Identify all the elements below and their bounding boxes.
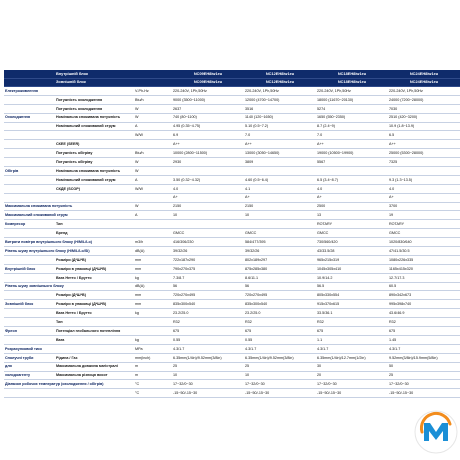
table-row xyxy=(4,87,460,96)
cell-unit xyxy=(134,220,172,229)
header-group xyxy=(4,78,54,87)
cell-model-09: 2930 xyxy=(172,158,244,167)
cell-model-09: 722x187x290 xyxy=(172,255,244,264)
cell-model-24: ROTARY xyxy=(388,220,460,229)
cell-model-12: 17~32/0~30 xyxy=(244,380,316,389)
cell-group xyxy=(4,255,54,264)
cell-unit: mm xyxy=(134,291,172,300)
table-row xyxy=(4,273,460,282)
cell-model-24: 1020/830/640 xyxy=(388,238,460,247)
cell-unit: Btu/h xyxy=(134,95,172,104)
cell-model-24: A+ xyxy=(388,193,460,202)
cell-model-09: R32 xyxy=(172,318,244,327)
header-model-09: NC09EH8lw1eu xyxy=(172,70,244,78)
cell-group xyxy=(4,131,54,140)
cell-model-24: 4.0 xyxy=(388,184,460,193)
cell-model-18: 33.5/36.1 xyxy=(316,309,388,318)
header-row xyxy=(4,70,460,78)
cell-model-12: 0.55 xyxy=(244,335,316,344)
table-row xyxy=(4,300,460,309)
cell-group: холодоагенту xyxy=(4,371,54,380)
cell-model-12: 3516 xyxy=(244,104,316,113)
cell-model-24: 2510 (420~3200) xyxy=(388,113,460,122)
cell-model-09: 17~32/0~30 xyxy=(172,380,244,389)
cell-unit: kg xyxy=(134,309,172,318)
cell-parameter: СКЕЕ (SEER) xyxy=(54,140,134,149)
cell-unit xyxy=(134,229,172,238)
table-row xyxy=(4,282,460,291)
cell-parameter: Розміри (Д*Ш*В) xyxy=(54,291,134,300)
cell-unit: A xyxy=(134,175,172,184)
cell-model-18: 8.7 (2.4~9) xyxy=(316,122,388,131)
table-row xyxy=(4,309,460,318)
cell-model-18: 43/33.5/28 xyxy=(316,247,388,256)
cell-group: Внутрішній блок xyxy=(4,264,54,273)
cell-model-24: 7325 xyxy=(388,158,460,167)
cell-model-24: 10.9 (1.8~13.9) xyxy=(388,122,460,131)
cell-model-18: 13 xyxy=(316,211,388,220)
table-row xyxy=(4,327,460,336)
cell-unit: dB(A) xyxy=(134,282,172,291)
cell-model-18: 1045x305x410 xyxy=(316,264,388,273)
cell-model-09: 790x270x375 xyxy=(172,264,244,273)
cell-model-18: -15~50/-15~30 xyxy=(316,389,388,398)
cell-parameter xyxy=(54,344,134,353)
cell-model-24: A++ xyxy=(388,140,460,149)
cell-model-18: 915x370x615 xyxy=(316,300,388,309)
header-model-12: NC12EH8lw1eu xyxy=(244,78,316,87)
cell-group xyxy=(4,184,54,193)
cell-unit: MPa xyxy=(134,344,172,353)
cell-model-24: 17~32/0~30 xyxy=(388,380,460,389)
table-row xyxy=(4,167,460,176)
header-model-18: NC18EH8lw1eu xyxy=(316,70,388,78)
cell-model-24: 1.45 xyxy=(388,335,460,344)
cell-model-18: 4.3/1.7 xyxy=(316,344,388,353)
cell-model-24: 25000 (5300~28000) xyxy=(388,149,460,158)
cell-model-24: 9.52mm(3/8in)/15.9mm(5/8in) xyxy=(388,353,460,362)
cell-model-12: 56 xyxy=(244,282,316,291)
table-row xyxy=(4,353,460,362)
cell-model-09: 10000 (2800~11500) xyxy=(172,149,244,158)
cell-model-24: 50 xyxy=(388,362,460,371)
cell-model-12: A+ xyxy=(244,193,316,202)
cell-parameter: Потужність охолодження xyxy=(54,104,134,113)
cell-unit: W/W xyxy=(134,131,172,140)
cell-model-12: 3809 xyxy=(244,158,316,167)
cell-model-18: 7.0 xyxy=(316,131,388,140)
cell-model-09: 740 (80~1100) xyxy=(172,113,244,122)
cell-model-09: 416/306/230 xyxy=(172,238,244,247)
table-row xyxy=(4,380,460,389)
cell-parameter: Потужність охолодження xyxy=(54,95,134,104)
cell-group: Витрати повітря внутрішнього блоку (H/M/L/Lo) xyxy=(4,238,54,247)
cell-model-09: 39/32/26 xyxy=(172,247,244,256)
cell-model-18: 675 xyxy=(316,327,388,336)
header-group xyxy=(4,70,54,78)
cell-group xyxy=(4,149,54,158)
cell-unit: V-Ph-Hz xyxy=(134,87,172,96)
cell-model-18: 20 xyxy=(316,371,388,380)
cell-model-12: 10 xyxy=(244,211,316,220)
cell-model-18: 4.0 xyxy=(316,184,388,193)
cell-model-18 xyxy=(316,167,388,176)
cell-model-18: 5274 xyxy=(316,104,388,113)
cell-model-12: 584/477/395 xyxy=(244,238,316,247)
cell-model-12: 4.60 (0.5~6.4) xyxy=(244,175,316,184)
cell-model-12: 220-240V, 1Ph,50Hz xyxy=(244,87,316,96)
cell-parameter xyxy=(54,87,134,96)
cell-model-24: 1080x226x335 xyxy=(388,255,460,264)
spec-sheet xyxy=(4,70,460,398)
cell-group: Рівень шуму зовнішнього блоку xyxy=(4,282,54,291)
table-row xyxy=(4,131,460,140)
cell-model-18: 10.9/14.2 xyxy=(316,273,388,282)
cell-model-09: 6.35mm(1/4in)/9.52mm(3/8in) xyxy=(172,353,244,362)
cell-parameter: Вага Нетто / Брутто xyxy=(54,273,134,282)
cell-model-09: 220-240V, 1Ph,50Hz xyxy=(172,87,244,96)
cell-group: Розрахунковий тиск xyxy=(4,344,54,353)
cell-model-24: 7030 xyxy=(388,104,460,113)
table-row xyxy=(4,255,460,264)
cell-group xyxy=(4,291,54,300)
cell-parameter: Потужність обігріву xyxy=(54,158,134,167)
cell-unit: kg xyxy=(134,273,172,282)
header-row xyxy=(4,78,460,87)
cell-model-24: 24000 (7200~28000) xyxy=(388,95,460,104)
cell-model-24: 995x398x740 xyxy=(388,300,460,309)
cell-group: Максимальна споживана потужність xyxy=(4,202,54,211)
cell-model-12: 835x300x540 xyxy=(244,300,316,309)
header-model-12: NC12EH8lw1eu xyxy=(244,70,316,78)
cell-model-24: 19 xyxy=(388,211,460,220)
cell-model-24: 47/41.5/30.5 xyxy=(388,247,460,256)
table-row xyxy=(4,104,460,113)
cell-group xyxy=(4,122,54,131)
cell-model-18: A++ xyxy=(316,140,388,149)
cell-group xyxy=(4,229,54,238)
cell-model-09: 2150 xyxy=(172,202,244,211)
cell-model-12: 10 xyxy=(244,371,316,380)
cell-model-24: 675 xyxy=(388,327,460,336)
cell-group: Рівень шуму внутрішнього блоку (H/M/L/Lo/Si) xyxy=(4,247,54,256)
cell-group xyxy=(4,335,54,344)
cell-model-09: 4.95 (0.35~4.75) xyxy=(172,122,244,131)
cell-unit: W xyxy=(134,202,172,211)
cell-model-12: R32 xyxy=(244,318,316,327)
cell-parameter: Вага Нетто / Брутто xyxy=(54,309,134,318)
cell-model-24: 4.3/1.7 xyxy=(388,344,460,353)
cell-model-12: -15~50/-15~30 xyxy=(244,389,316,398)
cell-model-18: 19000 (10500~19900) xyxy=(316,149,388,158)
cell-model-24: 1165x415x320 xyxy=(388,264,460,273)
cell-model-12: 6.35mm(1/4in)/9.52mm(3/8in) xyxy=(244,353,316,362)
table-row xyxy=(4,158,460,167)
cell-model-18: 965x215x319 xyxy=(316,255,388,264)
cell-model-18: 1650 (550~2350) xyxy=(316,113,388,122)
cell-model-18: GMCC xyxy=(316,229,388,238)
cell-parameter: Номінальний споживаний струм xyxy=(54,175,134,184)
cell-model-24: 220-240V, 1Ph,50Hz xyxy=(388,87,460,96)
cell-unit: mm xyxy=(134,255,172,264)
table-row xyxy=(4,389,460,398)
header-model-18: NC18EH8lw1eu xyxy=(316,78,388,87)
table-row xyxy=(4,175,460,184)
header-unit xyxy=(134,78,172,87)
cell-parameter: Тип xyxy=(54,318,134,327)
cell-group xyxy=(4,158,54,167)
table-row xyxy=(4,229,460,238)
cell-parameter: Номінальний споживаний струм xyxy=(54,122,134,131)
header-model-24: NC24EH8lw1eu xyxy=(388,78,460,87)
cell-model-12: 12000 (4700~14700) xyxy=(244,95,316,104)
cell-model-18: 5567 xyxy=(316,158,388,167)
table-row xyxy=(4,371,460,380)
header-model-24: NC24EH8lw1eu xyxy=(388,70,460,78)
table-row xyxy=(4,95,460,104)
cell-group: Максимальний споживаний струм xyxy=(4,211,54,220)
table-row xyxy=(4,211,460,220)
cell-unit: A xyxy=(134,211,172,220)
table-row xyxy=(4,335,460,344)
cell-model-12: 7.0 xyxy=(244,131,316,140)
cell-group xyxy=(4,140,54,149)
cell-unit xyxy=(134,318,172,327)
cell-unit: °C xyxy=(134,389,172,398)
cell-unit: W xyxy=(134,158,172,167)
table-row xyxy=(4,220,460,229)
cell-model-12: 675 xyxy=(244,327,316,336)
cell-model-09: A+ xyxy=(172,193,244,202)
cell-parameter: Розміри в упаковці (Д*Ш*В) xyxy=(54,264,134,273)
cell-model-09: -15~50/-15~30 xyxy=(172,389,244,398)
cell-model-18: A+ xyxy=(316,193,388,202)
cell-model-09: 10 xyxy=(172,211,244,220)
cell-parameter xyxy=(54,282,134,291)
table-row xyxy=(4,149,460,158)
cell-model-12: 5.10 (0.5~7.2) xyxy=(244,122,316,131)
cell-parameter: Потенціал глобального потепління xyxy=(54,327,134,336)
cell-model-24: 25 xyxy=(388,371,460,380)
cell-group xyxy=(4,389,54,398)
cell-group xyxy=(4,193,54,202)
cell-model-24: R32 xyxy=(388,318,460,327)
table-row xyxy=(4,184,460,193)
cell-group: Компресор xyxy=(4,220,54,229)
cell-parameter: Розміри (Д*Ш*В) xyxy=(54,255,134,264)
cell-unit xyxy=(134,140,172,149)
table-row xyxy=(4,113,460,122)
cell-model-09: 3.50 (0.32~4.32) xyxy=(172,175,244,184)
cell-model-09: A++ xyxy=(172,140,244,149)
cell-model-09: 4.3/1.7 xyxy=(172,344,244,353)
cell-group: Охолодження xyxy=(4,113,54,122)
cell-model-12: 25 xyxy=(244,362,316,371)
table-row xyxy=(4,264,460,273)
cell-parameter: Розміри в упаковці (Д*Ш*В) xyxy=(54,300,134,309)
table-row xyxy=(4,193,460,202)
cell-group xyxy=(4,175,54,184)
cell-model-09: 9000 (3500~11000) xyxy=(172,95,244,104)
table-row xyxy=(4,247,460,256)
cell-model-12: 2150 xyxy=(244,202,316,211)
cell-parameter: СКДЕ (SCOP) xyxy=(54,184,134,193)
cell-model-18: 17~32/0~30 xyxy=(316,380,388,389)
cell-model-24: 12.7/17.3 xyxy=(388,273,460,282)
cell-model-12: 4.1 xyxy=(244,184,316,193)
cell-parameter: Вага xyxy=(54,335,134,344)
cell-group xyxy=(4,309,54,318)
table-row xyxy=(4,122,460,131)
cell-unit: Btu/h xyxy=(134,149,172,158)
cell-model-18: 30 xyxy=(316,362,388,371)
cell-group: Сполучні труби xyxy=(4,353,54,362)
spec-table xyxy=(4,70,460,398)
cell-model-24: 3700 xyxy=(388,202,460,211)
table-row xyxy=(4,291,460,300)
header-model-09: NC09EH8lw1eu xyxy=(172,78,244,87)
cell-parameter xyxy=(54,131,134,140)
cell-unit: A xyxy=(134,122,172,131)
cell-group xyxy=(4,318,54,327)
cell-model-18: 1.1 xyxy=(316,335,388,344)
cell-model-18: 6.35mm(1/4in)/12.7mm(1/2in) xyxy=(316,353,388,362)
cell-model-12: 1140 (120~1650) xyxy=(244,113,316,122)
cell-model-12 xyxy=(244,167,316,176)
brand-logo xyxy=(414,410,458,454)
cell-parameter: Номінальна споживана потужність xyxy=(54,167,134,176)
cell-model-18: 220-240V, 1Ph,50Hz xyxy=(316,87,388,96)
cell-model-12: 13000 (3050~14650) xyxy=(244,149,316,158)
cell-unit: mm xyxy=(134,300,172,309)
cell-group: для xyxy=(4,362,54,371)
cell-unit: W xyxy=(134,167,172,176)
cell-parameter: Рідина / Газ xyxy=(54,353,134,362)
header-parameter: Зовнішній блок xyxy=(54,78,134,87)
table-row xyxy=(4,318,460,327)
cell-model-12: 875x285x380 xyxy=(244,264,316,273)
cell-model-09: 25 xyxy=(172,362,244,371)
cell-model-18: 18000 (11670~20130) xyxy=(316,95,388,104)
cell-group xyxy=(4,104,54,113)
cell-model-12: 4.3/1.7 xyxy=(244,344,316,353)
cell-model-12: A++ xyxy=(244,140,316,149)
table-row xyxy=(4,140,460,149)
cell-model-24: 890x342x673 xyxy=(388,291,460,300)
cell-unit: dB(A) xyxy=(134,247,172,256)
cell-parameter: Бренд xyxy=(54,229,134,238)
cell-model-09: 835x300x540 xyxy=(172,300,244,309)
cell-model-18: 2500 xyxy=(316,202,388,211)
cell-group xyxy=(4,95,54,104)
cell-model-09: 0.55 xyxy=(172,335,244,344)
cell-model-09: GMCC xyxy=(172,229,244,238)
table-row xyxy=(4,362,460,371)
table-row xyxy=(4,344,460,353)
cell-parameter xyxy=(54,389,134,398)
cell-model-24 xyxy=(388,167,460,176)
cell-model-09: 6.9 xyxy=(172,131,244,140)
cell-model-09: 7.3/8.7 xyxy=(172,273,244,282)
cell-model-18: R32 xyxy=(316,318,388,327)
cell-model-24: GMCC xyxy=(388,229,460,238)
cell-unit: °C xyxy=(134,380,172,389)
cell-group: Зовнішній блок xyxy=(4,300,54,309)
cell-model-18: 805x330x554 xyxy=(316,291,388,300)
cell-unit: mm(inch) xyxy=(134,353,172,362)
cell-group: Обігрів xyxy=(4,167,54,176)
cell-unit: m3/h xyxy=(134,238,172,247)
cell-model-24: 6.5 xyxy=(388,131,460,140)
cell-unit xyxy=(134,193,172,202)
cell-unit xyxy=(134,327,172,336)
cell-model-12: 8.6/11.1 xyxy=(244,273,316,282)
cell-model-09: 10 xyxy=(172,371,244,380)
cell-unit: W/W xyxy=(134,184,172,193)
cell-group: Фреон xyxy=(4,327,54,336)
cell-model-09: 56 xyxy=(172,282,244,291)
cell-model-18: 6.5 (3.4~8.7) xyxy=(316,175,388,184)
cell-model-12: 39/32/26 xyxy=(244,247,316,256)
cell-parameter xyxy=(54,193,134,202)
cell-model-12: GMCC xyxy=(244,229,316,238)
cell-unit: m xyxy=(134,362,172,371)
cell-model-12: 802x189x297 xyxy=(244,255,316,264)
cell-model-24: 9.3 (1.3~13.5) xyxy=(388,175,460,184)
cell-parameter: Тип xyxy=(54,220,134,229)
cell-model-09: 675 xyxy=(172,327,244,336)
cell-model-24: 60.5 xyxy=(388,282,460,291)
cell-group xyxy=(4,273,54,282)
cell-group: Електроживлення xyxy=(4,87,54,96)
cell-group: Діапазон робочих температур (охолодження / обігрів) xyxy=(4,380,54,389)
cell-model-12: 23.2/25.0 xyxy=(244,309,316,318)
table-row xyxy=(4,238,460,247)
cell-model-18: 730/560/420 xyxy=(316,238,388,247)
cell-unit: mm xyxy=(134,264,172,273)
cell-model-09: 720x270x495 xyxy=(172,291,244,300)
cell-model-09: 2637 xyxy=(172,104,244,113)
cell-parameter: Потужність обігріву xyxy=(54,149,134,158)
cell-parameter: Номінальна споживана потужність xyxy=(54,113,134,122)
cell-parameter: Максимальна довжина магістралі xyxy=(54,362,134,371)
cell-model-09 xyxy=(172,167,244,176)
cell-model-18: 56.5 xyxy=(316,282,388,291)
cell-unit: W xyxy=(134,113,172,122)
cell-model-12: 720x270x495 xyxy=(244,291,316,300)
cell-model-09: 4.0 xyxy=(172,184,244,193)
cell-model-09 xyxy=(172,220,244,229)
header-unit xyxy=(134,70,172,78)
cell-model-09: 23.2/25.0 xyxy=(172,309,244,318)
cell-model-24: 43.6/46.9 xyxy=(388,309,460,318)
cell-model-18: ROTARY xyxy=(316,220,388,229)
cell-parameter: Максимальна різниця висот xyxy=(54,371,134,380)
header-parameter: Внутрішній блок xyxy=(54,70,134,78)
cell-unit: W xyxy=(134,104,172,113)
cell-model-12 xyxy=(244,220,316,229)
cell-model-24: -15~50/-15~30 xyxy=(388,389,460,398)
table-row xyxy=(4,202,460,211)
cell-unit: kg xyxy=(134,335,172,344)
cell-unit: m xyxy=(134,371,172,380)
